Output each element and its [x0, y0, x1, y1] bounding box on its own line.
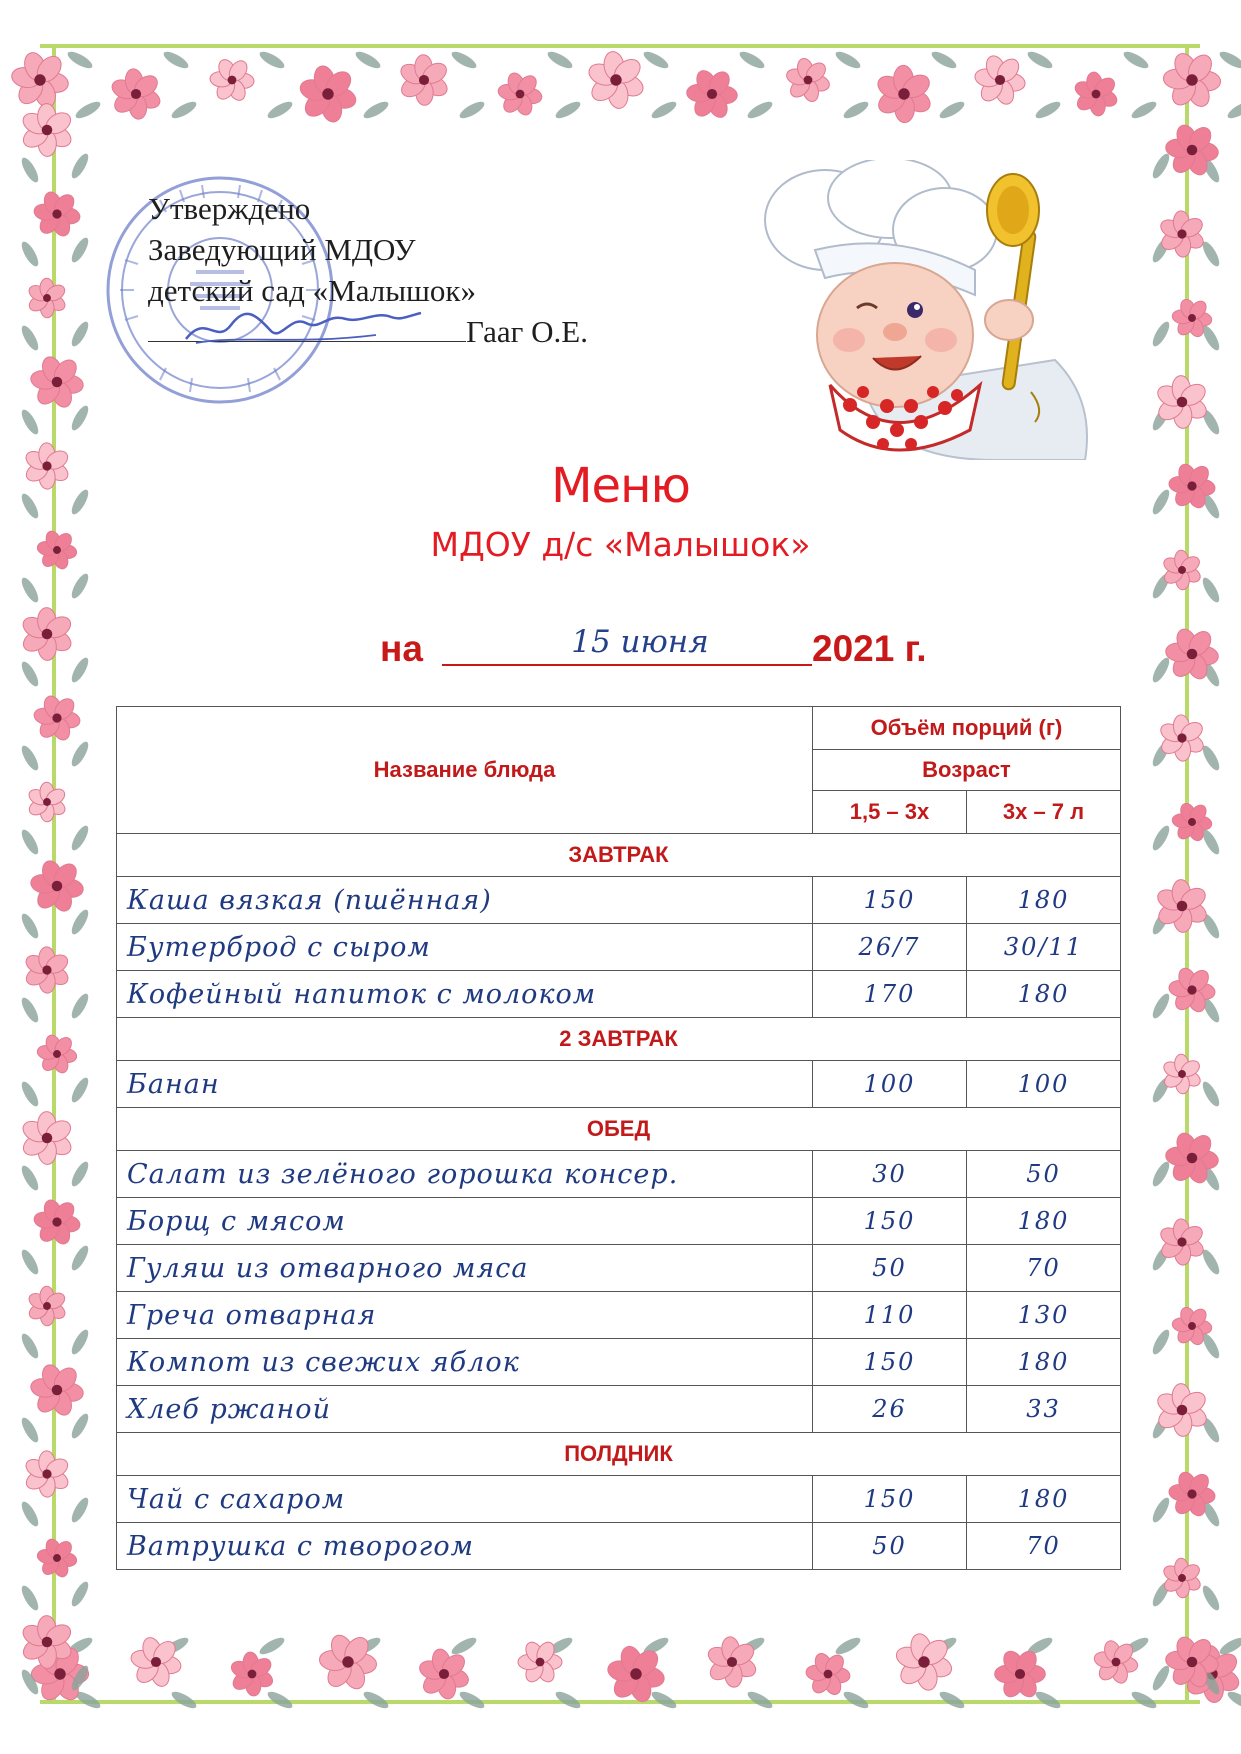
- portion-small: 26/7: [813, 924, 967, 971]
- header-age-col2: 3х – 7 л: [967, 791, 1121, 834]
- portion-large: 180: [967, 971, 1121, 1018]
- table-row: [117, 877, 1121, 924]
- table-row: [117, 971, 1121, 1018]
- portion-large: 180: [967, 1198, 1121, 1245]
- leaf-icon: [361, 99, 390, 122]
- flower-icon: [686, 67, 738, 120]
- leaf-icon: [69, 739, 92, 768]
- leaf-icon: [1200, 1079, 1223, 1108]
- menu-table: [116, 706, 1121, 1570]
- flower-icon: [29, 858, 84, 914]
- dish-name: Кофейный напиток с молоком: [117, 971, 813, 1018]
- dish-name: Гуляш из отварного мяса: [117, 1245, 813, 1292]
- leaf-icon: [19, 1499, 42, 1528]
- leaf-icon: [19, 911, 42, 940]
- leaf-icon: [19, 1247, 42, 1276]
- leaf-icon: [929, 49, 958, 72]
- signature-icon: [176, 305, 426, 351]
- leaf-icon: [649, 1689, 678, 1712]
- portion-large: 33: [967, 1386, 1121, 1433]
- leaf-icon: [69, 655, 92, 684]
- leaf-icon: [69, 403, 92, 432]
- portion-large: 50: [967, 1151, 1121, 1198]
- leaf-icon: [19, 1331, 42, 1360]
- leaf-icon: [69, 991, 92, 1020]
- table-row: [117, 1476, 1121, 1523]
- table-row: [117, 1386, 1121, 1433]
- header-dish-name: Название блюда: [117, 707, 813, 834]
- leaf-icon: [1025, 49, 1054, 72]
- portion-large: 180: [967, 1476, 1121, 1523]
- leaf-icon: [1033, 1689, 1062, 1712]
- header-age: Возраст: [813, 750, 1121, 791]
- flower-icon: [36, 1033, 77, 1075]
- leaf-icon: [449, 49, 478, 72]
- leaf-icon: [449, 1635, 478, 1658]
- flower-icon: [229, 1651, 275, 1696]
- leaf-icon: [1200, 575, 1223, 604]
- leaf-icon: [1150, 1663, 1173, 1692]
- flower-icon: [398, 54, 451, 105]
- dish-name: Греча отварная: [117, 1292, 813, 1339]
- flower-border-bottom: [0, 1618, 1241, 1728]
- flower-icon: [805, 1651, 850, 1697]
- table-row: [117, 1339, 1121, 1386]
- section-row: [117, 1108, 1121, 1151]
- leaf-icon: [1150, 823, 1173, 852]
- leaf-icon: [265, 99, 294, 122]
- section-title: ПОЛДНИК: [117, 1433, 1121, 1476]
- flower-icon: [19, 607, 74, 660]
- section-title: 2 ЗАВТРАК: [117, 1018, 1121, 1061]
- flower-icon: [33, 1198, 81, 1247]
- page-subtitle: МДОУ д/с «Малышок»: [430, 525, 811, 564]
- section-row: [117, 1433, 1121, 1476]
- portion-large: 180: [967, 877, 1121, 924]
- flower-icon: [29, 354, 84, 410]
- flower-icon: [19, 1615, 74, 1668]
- dish-name: Бутерброд с сыром: [117, 924, 813, 971]
- dish-name: Салат из зелёного горошка консер.: [117, 1151, 813, 1198]
- leaf-icon: [641, 49, 670, 72]
- portion-large: 70: [967, 1523, 1121, 1570]
- flower-icon: [23, 947, 71, 993]
- leaf-icon: [69, 319, 92, 348]
- flower-icon: [26, 1286, 67, 1326]
- leaf-icon: [69, 1495, 92, 1524]
- leaf-icon: [841, 1689, 870, 1712]
- approval-line-1: Утверждено: [148, 191, 311, 226]
- signer-name: Гааг О.Е.: [466, 314, 588, 349]
- approval-line-2: Заведующий МДОУ: [148, 232, 416, 267]
- flower-icon: [586, 50, 646, 109]
- leaf-icon: [169, 99, 198, 122]
- leaf-icon: [841, 99, 870, 122]
- section-title: ОБЕД: [117, 1108, 1121, 1151]
- flower-icon: [26, 782, 67, 822]
- chef-with-ladle-icon: [745, 160, 1105, 460]
- date-handwritten: 15 июня: [571, 624, 709, 660]
- table-row: [117, 924, 1121, 971]
- flower-icon: [785, 57, 831, 103]
- flower-icon: [26, 278, 67, 318]
- flower-icon: [19, 1111, 74, 1164]
- leaf-icon: [19, 1163, 42, 1192]
- portion-large: 70: [967, 1245, 1121, 1292]
- leaf-icon: [69, 1663, 92, 1692]
- approval-signature-line: [148, 311, 708, 352]
- flower-icon: [29, 1362, 84, 1418]
- flower-icon: [23, 1451, 71, 1497]
- leaf-icon: [553, 1689, 582, 1712]
- leaf-icon: [69, 1579, 92, 1608]
- leaf-icon: [737, 49, 766, 72]
- leaf-icon: [1033, 99, 1062, 122]
- header-portions: Объём порций (г): [813, 707, 1121, 750]
- leaf-icon: [1150, 655, 1173, 684]
- flower-icon: [1073, 71, 1119, 117]
- leaf-icon: [19, 1667, 42, 1696]
- date-year: 2021 г.: [812, 628, 927, 669]
- leaf-icon: [1150, 1495, 1173, 1524]
- dish-name: Хлеб ржаной: [117, 1386, 813, 1433]
- signature-blank: [148, 311, 466, 342]
- leaf-icon: [1150, 1159, 1173, 1188]
- leaf-icon: [265, 1689, 294, 1712]
- dish-name: Каша вязкая (пшённая): [117, 877, 813, 924]
- leaf-icon: [1150, 991, 1173, 1020]
- flower-icon: [109, 68, 162, 121]
- leaf-icon: [833, 49, 862, 72]
- leaf-icon: [69, 823, 92, 852]
- leaf-icon: [553, 99, 582, 122]
- leaf-icon: [745, 99, 774, 122]
- approval-block: [148, 188, 708, 352]
- portion-small: 50: [813, 1245, 967, 1292]
- leaf-icon: [361, 1689, 390, 1712]
- flower-icon: [298, 64, 358, 124]
- section-row: [117, 834, 1121, 877]
- leaf-icon: [19, 575, 42, 604]
- section-title: ЗАВТРАК: [117, 834, 1121, 877]
- leaf-icon: [257, 49, 286, 72]
- leaf-icon: [457, 99, 486, 122]
- leaf-icon: [69, 1159, 92, 1188]
- page-title: Меню: [551, 458, 690, 514]
- table-row: [117, 1198, 1121, 1245]
- portion-small: 150: [813, 1476, 967, 1523]
- leaf-icon: [257, 1635, 286, 1658]
- leaf-icon: [169, 1689, 198, 1712]
- table-row: [117, 1061, 1121, 1108]
- leaf-icon: [19, 827, 42, 856]
- portion-small: 100: [813, 1061, 967, 1108]
- leaf-icon: [937, 1689, 966, 1712]
- flower-icon: [36, 1537, 77, 1579]
- leaf-icon: [353, 49, 382, 72]
- dish-name: Чай с сахаром: [117, 1476, 813, 1523]
- leaf-icon: [69, 1243, 92, 1272]
- portion-small: 30: [813, 1151, 967, 1198]
- portion-large: 180: [967, 1339, 1121, 1386]
- header-age-col1: 1,5 – 3х: [813, 791, 967, 834]
- portion-small: 26: [813, 1386, 967, 1433]
- leaf-icon: [69, 1075, 92, 1104]
- flower-icon: [497, 71, 543, 118]
- approval-line-3: детский сад «Малышок»: [148, 273, 476, 308]
- table-row: [117, 1245, 1121, 1292]
- leaf-icon: [19, 1583, 42, 1612]
- leaf-icon: [833, 1635, 862, 1658]
- portion-small: 150: [813, 877, 967, 924]
- table-row: [117, 1151, 1121, 1198]
- leaf-icon: [19, 407, 42, 436]
- leaf-icon: [19, 1079, 42, 1108]
- date-prefix: на: [380, 628, 423, 669]
- leaf-icon: [19, 1415, 42, 1444]
- dish-name: Компот из свежих яблок: [117, 1339, 813, 1386]
- portion-small: 50: [813, 1523, 967, 1570]
- leaf-icon: [1200, 1583, 1223, 1612]
- leaf-icon: [69, 151, 92, 180]
- date-line: [380, 626, 960, 676]
- leaf-icon: [19, 239, 42, 268]
- leaf-icon: [457, 1689, 486, 1712]
- section-row: [117, 1018, 1121, 1061]
- portion-small: 170: [813, 971, 967, 1018]
- leaf-icon: [1150, 319, 1173, 348]
- table-row: [117, 1523, 1121, 1570]
- leaf-icon: [69, 1411, 92, 1440]
- flower-icon: [33, 190, 81, 239]
- flower-icon: [974, 53, 1027, 107]
- date-blank-line: [442, 664, 812, 666]
- flower-border-right: [1131, 30, 1241, 1728]
- leaf-icon: [19, 743, 42, 772]
- leaf-icon: [19, 155, 42, 184]
- flower-icon: [210, 57, 255, 103]
- leaf-icon: [1150, 151, 1173, 180]
- leaf-icon: [69, 571, 92, 600]
- dish-name: Ватрушка с творогом: [117, 1523, 813, 1570]
- leaf-icon: [19, 323, 42, 352]
- leaf-icon: [69, 235, 92, 264]
- portion-small: 110: [813, 1292, 967, 1339]
- dish-name: Борщ с мясом: [117, 1198, 813, 1245]
- flower-border-left: [0, 30, 110, 1728]
- flower-border-top: [0, 30, 1241, 140]
- flower-icon: [33, 694, 81, 743]
- leaf-icon: [161, 49, 190, 72]
- portion-large: 130: [967, 1292, 1121, 1339]
- leaf-icon: [69, 1327, 92, 1356]
- leaf-icon: [1150, 1327, 1173, 1356]
- portion-small: 150: [813, 1198, 967, 1245]
- leaf-icon: [745, 1689, 774, 1712]
- flower-icon: [19, 103, 74, 156]
- leaf-icon: [937, 99, 966, 122]
- portion-large: 100: [967, 1061, 1121, 1108]
- leaf-icon: [69, 907, 92, 936]
- table-row: [117, 1292, 1121, 1339]
- dish-name: Банан: [117, 1061, 813, 1108]
- leaf-icon: [19, 995, 42, 1024]
- leaf-icon: [19, 659, 42, 688]
- leaf-icon: [545, 49, 574, 72]
- portion-small: 150: [813, 1339, 967, 1386]
- leaf-icon: [649, 99, 678, 122]
- flower-icon: [874, 65, 934, 123]
- portion-large: 30/11: [967, 924, 1121, 971]
